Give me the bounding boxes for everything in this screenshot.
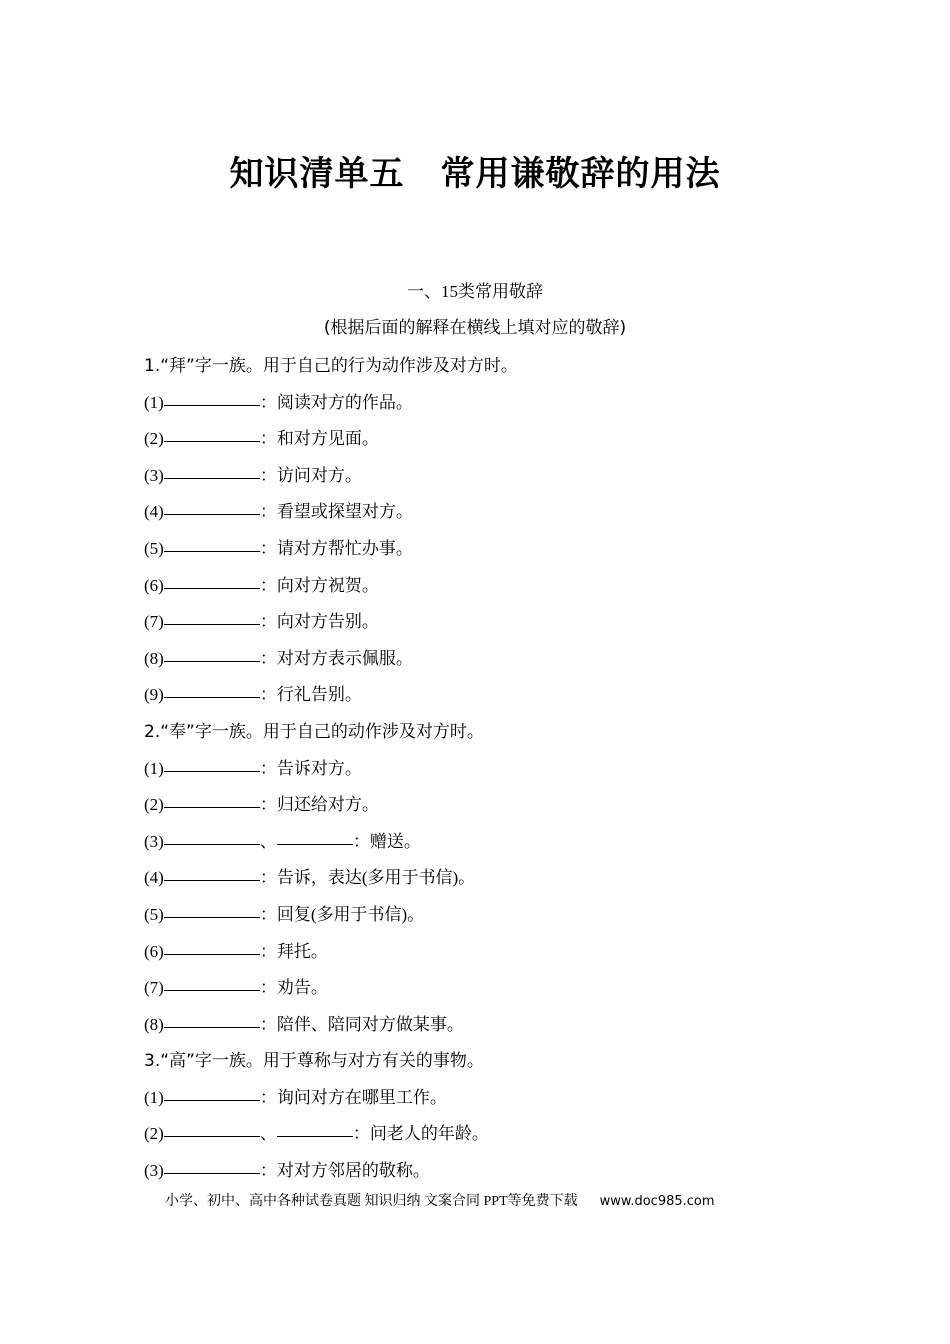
answer-blank[interactable] [277, 1135, 353, 1137]
answer-blank[interactable] [164, 587, 260, 589]
title-part-1: 知识清单五 [229, 154, 405, 194]
page-title [0, 146, 950, 195]
item-explanation: ：对对方表示佩服。 [259, 648, 413, 668]
exercise-item [144, 1007, 824, 1044]
item-number: (1) [144, 392, 164, 412]
item-explanation: ：归还给对方。 [259, 795, 379, 815]
item-explanation: ：回复(多用于书信)。 [259, 904, 425, 924]
item-number: (3) [144, 465, 164, 485]
exercise-item [144, 677, 824, 714]
answer-blank[interactable] [164, 953, 260, 955]
group-heading: 1.“拜”字一族。用于自己的行为动作涉及对方时。 [144, 356, 518, 376]
item-number: (2) [144, 795, 164, 815]
answer-blank[interactable] [164, 513, 260, 515]
instruction-note: (根据后面的解释在横线上填对应的敬辞) [323, 318, 627, 338]
exercise-item [144, 568, 824, 605]
item-explanation: ：拜托。 [259, 941, 328, 961]
item-explanation: ：向对方祝贺。 [259, 575, 379, 595]
exercise-item [144, 641, 824, 678]
answer-blank[interactable] [164, 623, 260, 625]
title-part-2: 常用谦敬辞的用法 [440, 154, 721, 194]
exercise-item [144, 787, 824, 824]
item-number: (5) [144, 904, 164, 924]
item-explanation: ：陪伴、陪同对方做某事。 [259, 1014, 464, 1034]
answer-blank[interactable] [164, 879, 260, 881]
answer-blank[interactable] [164, 1172, 260, 1174]
page-footer [165, 1190, 805, 1210]
item-number: (2) [144, 429, 164, 449]
answer-blank[interactable] [164, 989, 260, 991]
answer-blank[interactable] [164, 404, 260, 406]
answer-blank[interactable] [164, 1026, 260, 1028]
exercise-item [144, 1153, 824, 1190]
item-explanation: ：行礼告别。 [259, 685, 362, 705]
item-explanation: ：告诉，表达(多用于书信)。 [259, 868, 476, 888]
exercise-item [144, 421, 824, 458]
exercise-item [144, 531, 824, 568]
exercise-item [144, 897, 824, 934]
footer-site: www.doc985.com [599, 1194, 715, 1209]
exercise-item [144, 751, 824, 788]
item-explanation: ：阅读对方的作品。 [259, 392, 413, 412]
item-number: (4) [144, 868, 164, 888]
item-number: (3) [144, 1161, 164, 1181]
item-explanation: ：对对方邻居的敬称。 [259, 1161, 430, 1181]
exercise-item [144, 458, 824, 495]
section-heading: 一、15类常用敬辞 [407, 282, 543, 301]
item-number: (1) [144, 1087, 164, 1107]
answer-blank[interactable] [164, 477, 260, 479]
item-explanation: ：看望或探望对方。 [259, 502, 413, 522]
answer-blank[interactable] [164, 806, 260, 808]
item-explanation: ：问老人的年龄。 [352, 1124, 489, 1144]
item-explanation: ：和对方见面。 [259, 429, 379, 449]
answer-blank[interactable] [164, 696, 260, 698]
group-heading: 2.“奉”字一族。用于自己的动作涉及对方时。 [144, 721, 484, 742]
exercise-item [144, 1116, 824, 1153]
exercise-item [144, 934, 824, 971]
answer-blank[interactable] [164, 843, 260, 845]
answer-blank[interactable] [164, 440, 260, 442]
item-number: (3) [144, 831, 164, 851]
exercise-list [144, 348, 824, 1190]
exercise-item [144, 970, 824, 1007]
item-number: (8) [144, 1014, 164, 1034]
exercise-item [144, 824, 824, 861]
answer-blank[interactable] [164, 1099, 260, 1101]
item-separator: 、 [259, 1124, 277, 1144]
exercise-item [144, 604, 824, 641]
item-explanation: ：向对方告别。 [259, 612, 379, 632]
item-number: (6) [144, 941, 164, 961]
footer-text: 小学、初中、高中各种试卷真题 知识归纳 文案合同 PPT等免费下载 [165, 1194, 578, 1209]
exercise-item [144, 1080, 824, 1117]
item-explanation: ：请对方帮忙办事。 [259, 538, 413, 558]
item-explanation: ：告诉对方。 [259, 758, 362, 778]
item-explanation: ：访问对方。 [259, 465, 362, 485]
answer-blank[interactable] [164, 550, 260, 552]
item-number: (7) [144, 978, 164, 998]
exercise-item [144, 860, 824, 897]
answer-blank[interactable] [164, 660, 260, 662]
item-number: (6) [144, 575, 164, 595]
item-separator: 、 [259, 831, 277, 851]
exercise-item [144, 385, 824, 422]
item-explanation: ：询问对方在哪里工作。 [259, 1087, 447, 1107]
answer-blank[interactable] [277, 843, 353, 845]
group-heading: 3.“高”字一族。用于尊称与对方有关的事物。 [144, 1051, 484, 1072]
item-number: (7) [144, 612, 164, 632]
item-explanation: ：赠送。 [352, 831, 421, 851]
answer-blank[interactable] [164, 1135, 260, 1137]
answer-blank[interactable] [164, 770, 260, 772]
item-number: (2) [144, 1124, 164, 1144]
item-number: (5) [144, 538, 164, 558]
item-explanation: ：劝告。 [259, 978, 328, 998]
item-number: (9) [144, 685, 164, 705]
exercise-item [144, 494, 824, 531]
item-number: (8) [144, 648, 164, 668]
answer-blank[interactable] [164, 916, 260, 918]
item-number: (1) [144, 758, 164, 778]
item-number: (4) [144, 502, 164, 522]
